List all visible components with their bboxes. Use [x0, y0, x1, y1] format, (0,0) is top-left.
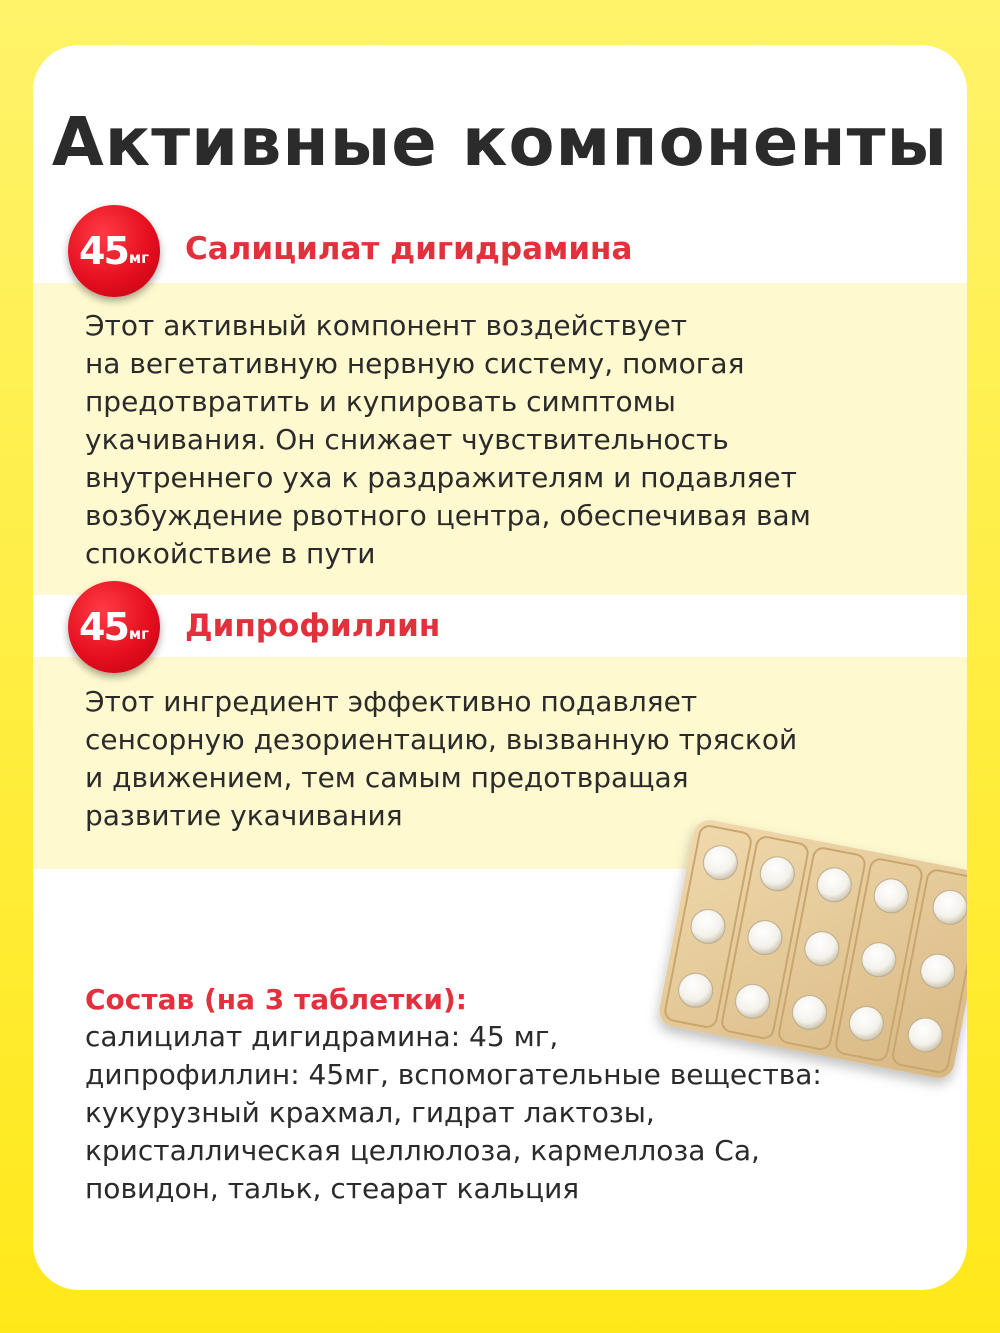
component-description-1: Этот активный компонент воздействует на вегетативную нервную систему, помогая предотвратить и купировать симптомы укачивания. Он снижает чувствительность внутреннего уха к раздражителям и подавляет возбуждение рвотного центра, обеспечивая вам спокойствие в пути [85, 309, 811, 570]
composition-title: Состав (на 3 таблетки): [85, 983, 468, 1016]
dose-badge-2 [68, 581, 160, 673]
dose-unit: мг [128, 625, 149, 643]
dose-number: 45 [79, 605, 128, 649]
page-title: Активные компоненты [51, 103, 949, 181]
dose-number: 45 [79, 229, 128, 273]
component-name-1: Салицилат дигидрамина [185, 231, 633, 267]
composition-text: салицилат дигидрамина: 45 мг, дипрофиллин: 45мг, вспомогательные вещества: кукурузный крахмал, гидрат лактозы, кристаллическая целлюлоза, кармеллоза Са, повидон, тальк, стеарат кальция [85, 1020, 822, 1205]
dose-unit: мг [128, 249, 149, 267]
component-description-2: Этот ингредиент эффективно подавляет сенсорную дезориентацию, вызванную тряской и движением, тем самым предотвращая развитие укачивания [85, 685, 798, 832]
blister-pack-icon [643, 793, 967, 1113]
component-name-2: Дипрофиллин [185, 608, 441, 644]
dose-badge-1 [68, 205, 160, 297]
content-card [33, 45, 967, 1290]
